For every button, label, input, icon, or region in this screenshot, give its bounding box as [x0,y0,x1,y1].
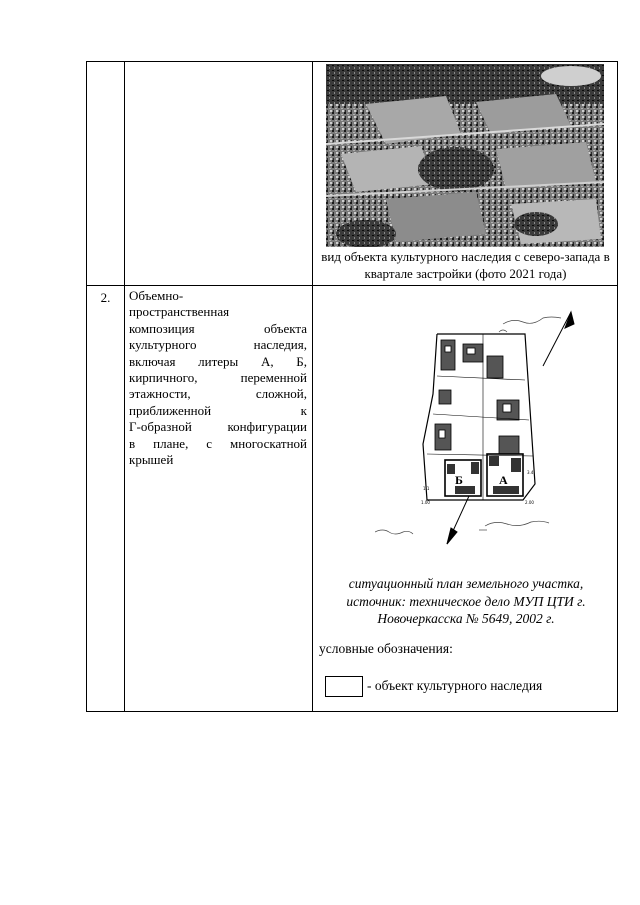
illustration-cell [313,286,618,712]
description-line: приближенной к [129,402,307,418]
description-line: включая литеры А, Б, [129,353,307,369]
row-number: 2. [100,290,111,305]
description-cell [125,286,313,712]
row-number [87,62,124,66]
description-line: Г-образной конфигурации [129,419,307,435]
svg-text:1.1: 1.1 [423,486,430,491]
description-line: кирпичного, переменной [129,370,307,386]
description-cell [125,62,313,286]
plan-label-b: Б [455,473,463,487]
heritage-table [86,61,618,712]
row-number-cell [87,286,125,712]
plan-label-a: А [499,473,508,487]
svg-text:3.4: 3.4 [527,470,534,475]
description-line: Объемно- [129,288,184,303]
svg-text:2.00: 2.00 [525,500,534,505]
aerial-photo [326,64,604,247]
table-row [87,62,618,286]
description-line: этажности, сложной, [129,386,307,402]
description-line: композиция объекта [129,320,307,336]
row-description [125,62,312,64]
row-description [125,286,312,468]
site-plan [375,304,607,564]
illustration-cell [313,62,618,286]
legend-title: условные обозначения: [319,641,453,656]
legend-item: - объект культурного наследия [367,678,543,693]
plan-caption: ситуационный план земельного участка, источник: техническое дело МУП ЦТИ г. Новочеркасска № 5649, 2002 г. [346,576,586,626]
description-line: крышей [129,452,174,468]
legend-swatch [325,676,363,697]
table-row [87,286,618,712]
row-number-cell [87,62,125,286]
description-line: в плане, с многоскатной [129,435,307,451]
description-line: культурного наследия, [129,337,307,353]
description-line: пространственная [129,304,230,320]
svg-text:1.00: 1.00 [421,500,430,505]
photo-caption: вид объекта культурного наследия с северо-запада в квартале застройки (фото 2021 года) [321,249,610,281]
